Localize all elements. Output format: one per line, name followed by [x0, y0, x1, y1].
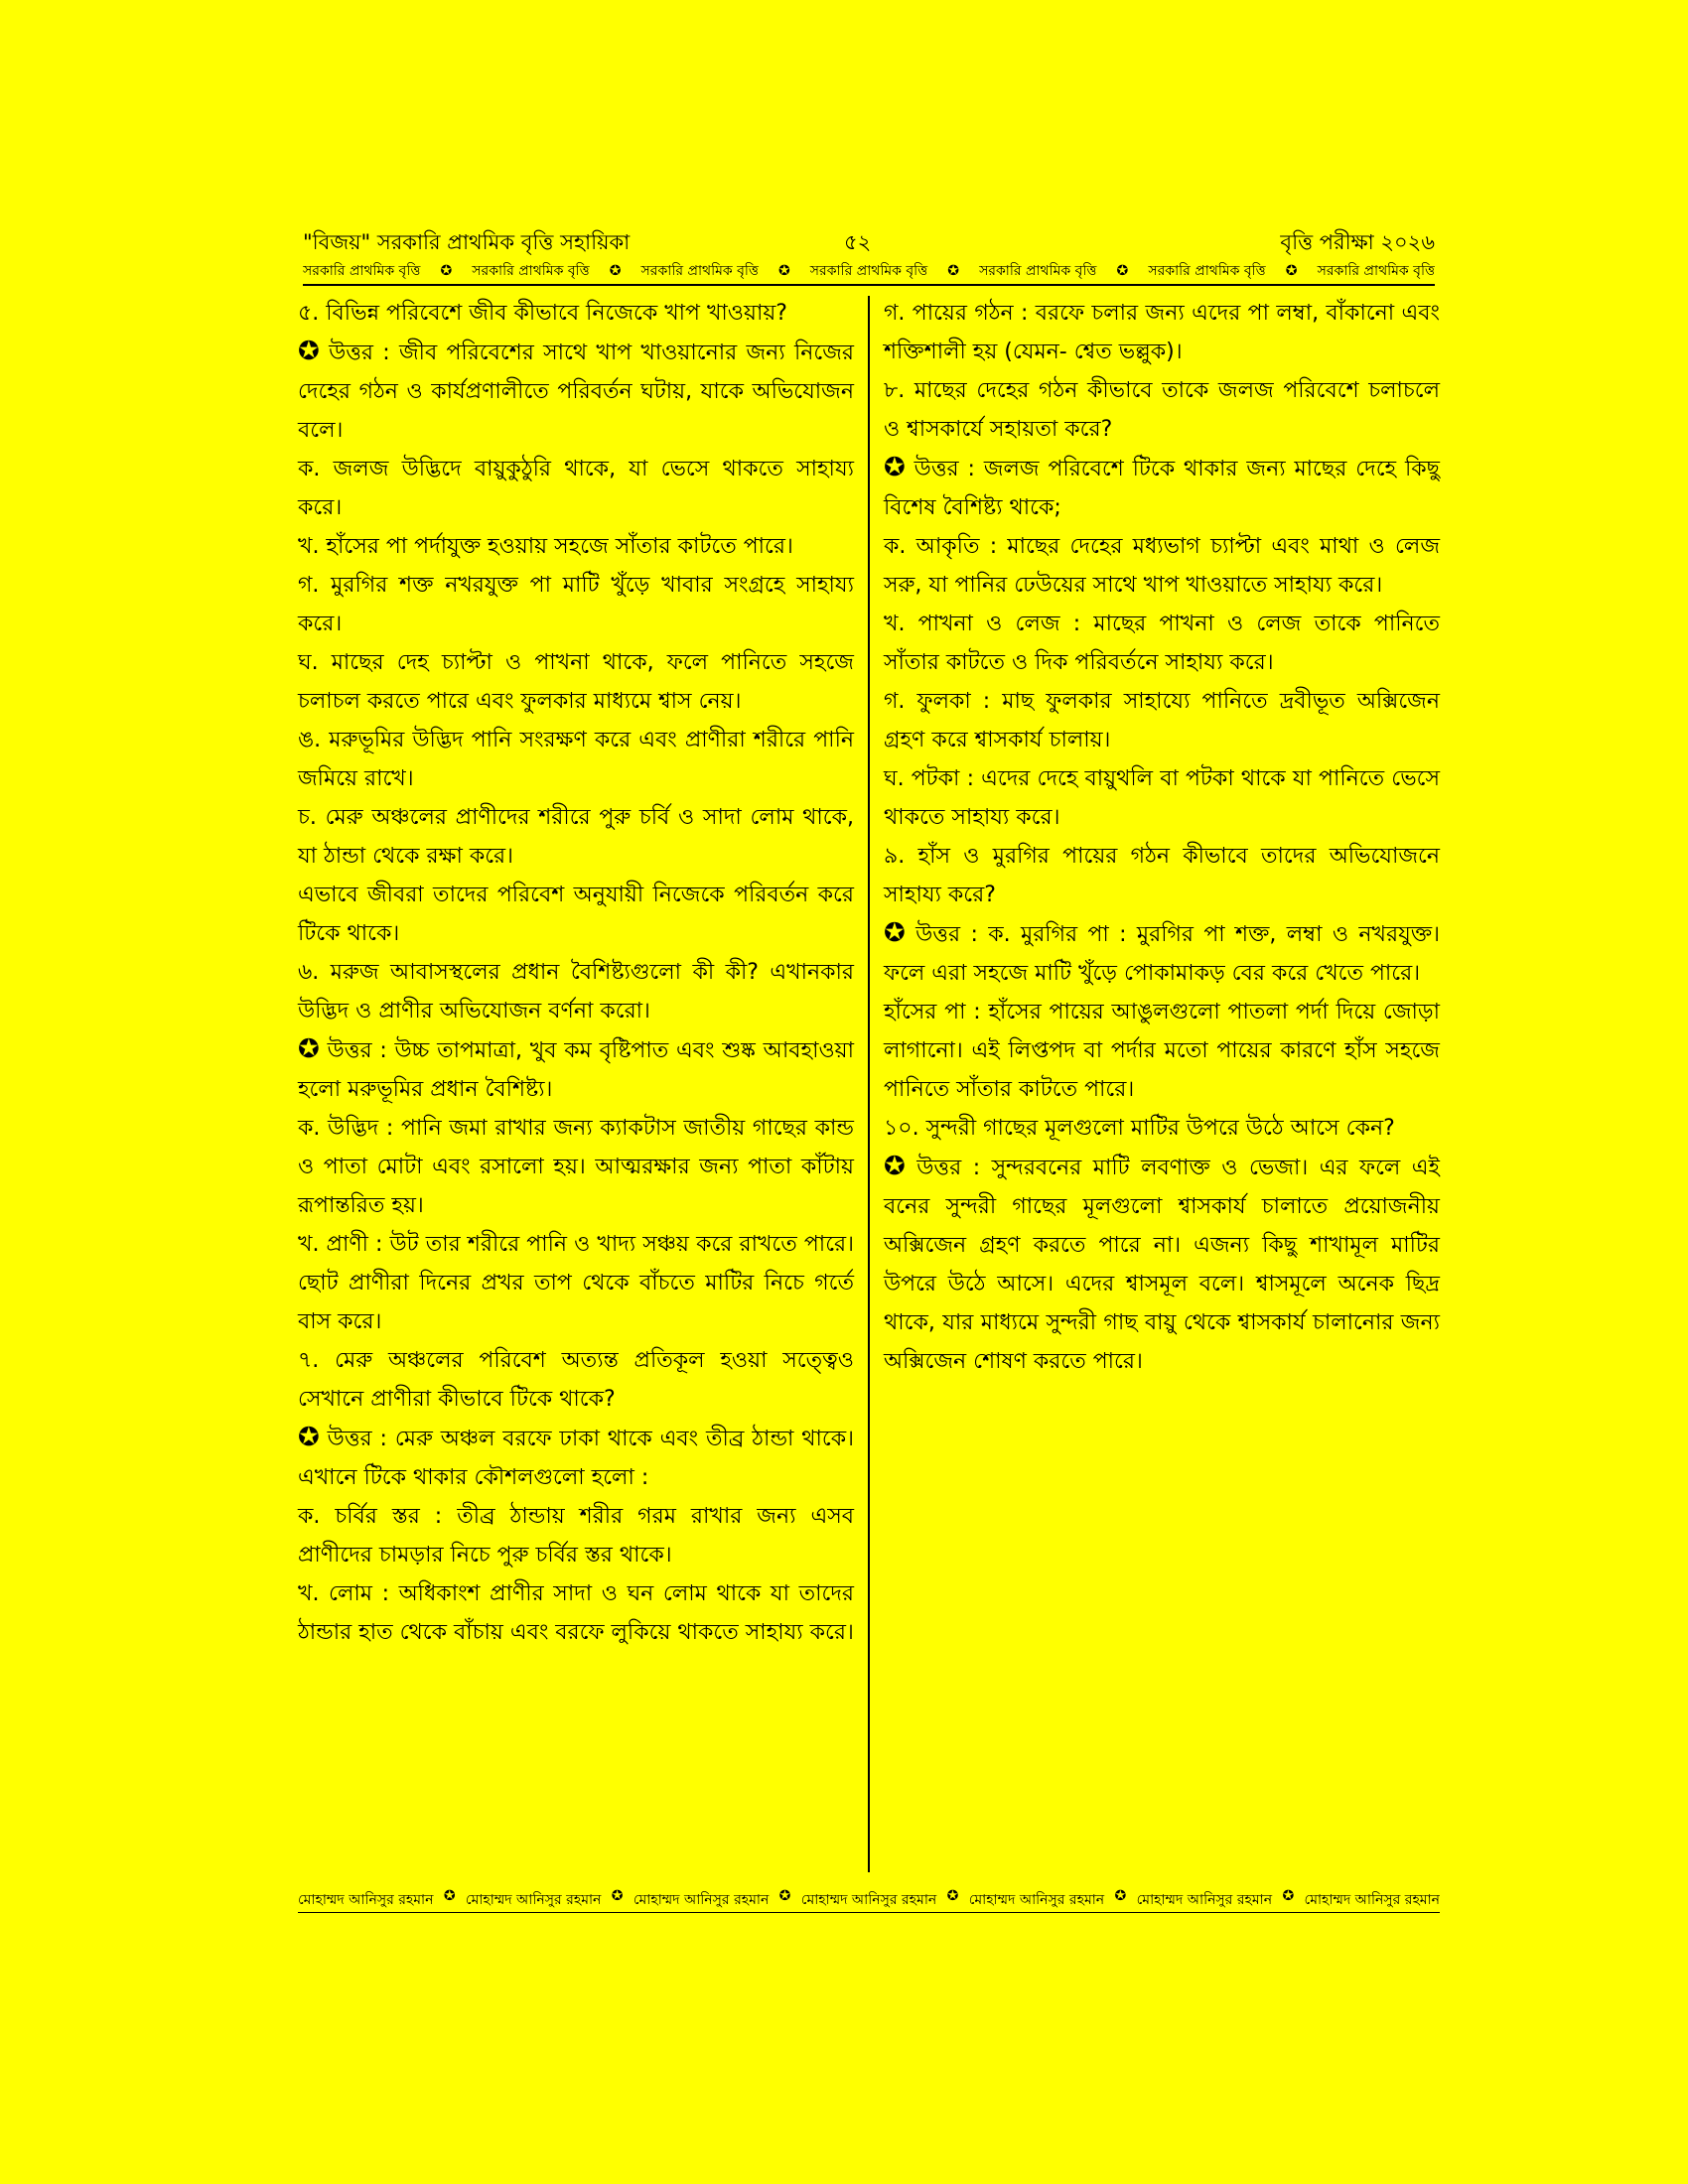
footer-item: মোহাম্মদ আনিসুর রহমান — [1136, 1892, 1273, 1908]
ribbon-item: সরকারি প্রাথমিক বৃত্তি — [303, 263, 421, 279]
paragraph — [298, 1574, 854, 1652]
paragraph-text: ৬. মরুজ আবাসস্থলের প্রধান বৈশিষ্ট্যগুলো কী কী? এখানকার উদ্ভিদ ও প্রাণীর অভিযোজন বর্ণনা করো। — [298, 960, 854, 1024]
paragraph-text: ১০. সুন্দরী গাছের মূলগুলো মাটির উপরে উঠে আসে কেন? — [884, 1116, 1395, 1141]
paragraph — [884, 1109, 1440, 1148]
paragraph — [298, 876, 854, 953]
star-separator-icon: ✪ — [1285, 263, 1298, 279]
paragraph — [298, 1341, 854, 1419]
paragraph-text: ঘ. পটকা : এদের দেহে বায়ুথলি বা পটকা থাকে যা পানিতে ভেসে থাকতে সাহায্য করে। — [884, 766, 1440, 830]
book-title: "বিজয়" সরকারি প্রাথমিক বৃত্তি সহায়িকা — [303, 230, 631, 254]
paragraph-text: উত্তর : মেরু অঞ্চল বরফে ঢাকা থাকে এবং তীব্র ঠান্ডা থাকে। এখানে টিকে থাকার কৌশলগুলো হলো : — [298, 1427, 854, 1490]
footer-item: মোহাম্মদ আনিসুর রহমান — [465, 1892, 602, 1908]
paragraph — [298, 1497, 854, 1574]
star-separator-icon: ✪ — [443, 1888, 456, 1904]
paragraph-text: ৯. হাঁস ও মুরগির পায়ের গঠন কীভাবে তাদের অভিযোজনে সাহায্য করে? — [884, 844, 1440, 907]
ribbon-item: সরকারি প্রাথমিক বৃত্তি — [1317, 263, 1435, 279]
footer-item: মোহাম্মদ আনিসুর রহমান — [968, 1892, 1105, 1908]
paragraph-text: ৮. মাছের দেহের গঠন কীভাবে তাকে জলজ পরিবেশে চলাচলে ও শ্বাসকার্যে সহায়তা করে? — [884, 378, 1440, 442]
ribbon-item: সরকারি প্রাথমিক বৃত্তি — [472, 263, 590, 279]
paragraph-text: চ. মেরু অঞ্চলের প্রাণীদের শরীরে পুরু চর্বি ও সাদা লোম থাকে, যা ঠান্ডা থেকে রক্ষা করে। — [298, 805, 854, 869]
paragraph-text: গ. পায়ের গঠন : বরফে চলার জন্য এদের পা লম্বা, বাঁকানো এবং শক্তিশালী হয় (যেমন- শ্বেত ভল্লুক)। — [884, 301, 1440, 364]
paragraph — [884, 682, 1440, 759]
paragraph-text: গ. ফুলকা : মাছ ফুলকার সাহায্যে পানিতে দ্রবীভূত অক্সিজেন গ্রহণ করে শ্বাসকার্য চালায়। — [884, 689, 1440, 752]
paragraph — [884, 1148, 1440, 1381]
answer-star-icon: ✪ — [884, 918, 906, 948]
right-column — [884, 294, 1440, 1381]
header-ribbon — [303, 258, 1435, 286]
paragraph — [298, 450, 854, 527]
paragraph-text: খ. হাঁসের পা পর্দাযুক্ত হওয়ায় সহজে সাঁতার কাটতে পারে। — [298, 534, 793, 559]
star-separator-icon: ✪ — [1114, 1888, 1127, 1904]
page-number: ৫২ — [844, 230, 872, 254]
paragraph-text: এভাবে জীবরা তাদের পরিবেশ অনুযায়ী নিজেকে পরিবর্তন করে টিকে থাকে। — [298, 883, 854, 946]
paragraph-text: খ. লোম : অধিকাংশ প্রাণীর সাদা ও ঘন লোম থাকে যা তাদের ঠান্ডার হাত থেকে বাঁচায় এবং বরফে লুকিয়ে থাকতে সাহায্য করে। — [298, 1581, 854, 1645]
paragraph — [298, 1109, 854, 1225]
paragraph — [298, 798, 854, 876]
paragraph-text: উত্তর : সুন্দরবনের মাটি লবণাক্ত ও ভেজা। এর ফলে এই বনের সুন্দরী গাছের মূলগুলো শ্বাসকার্য চালাতে প্রয়োজনীয় অক্সিজেন গ্রহণ করতে পারে না। এজন্য কিছু শাখামূল মাটির উপরে উঠে আসে। এদের শ্বাসমূল বলে। শ্বাসমূলে অনেক ছিদ্র থাকে, যার মাধ্যমে সুন্দরী গাছ বায়ু থেকে শ্বাসকার্য চালানোর জন্য অক্সিজেন শোষণ করতে পারে। — [884, 1156, 1440, 1374]
paragraph — [298, 1030, 854, 1109]
paragraph — [298, 294, 854, 333]
paragraph — [884, 759, 1440, 837]
star-separator-icon: ✪ — [777, 263, 790, 279]
paragraph-text: ৫. বিভিন্ন পরিবেশে জীব কীভাবে নিজেকে খাপ খাওয়ায়? — [298, 301, 787, 326]
answer-star-icon: ✪ — [884, 453, 906, 482]
page-header — [303, 226, 1435, 260]
footer-item: মোহাম্মদ আনিসুর রহমান — [298, 1892, 434, 1908]
paragraph-text: উত্তর : জলজ পরিবেশে টিকে থাকার জন্য মাছের দেহে কিছু বিশেষ বৈশিষ্ট্য থাকে; — [884, 457, 1440, 520]
paragraph-text: খ. পাখনা ও লেজ : মাছের পাখনা ও লেজ তাকে পানিতে সাঁতার কাটতে ও দিক পরিবর্তনে সাহায্য করে। — [884, 612, 1440, 675]
paragraph-text: ঙ. মরুভূমির উদ্ভিদ পানি সংরক্ষণ করে এবং প্রাণীরা শরীরে পানি জমিয়ে রাখে। — [298, 728, 854, 791]
paragraph-text: ৭. মেরু অঞ্চলের পরিবেশ অত্যন্ত প্রতিকূল হওয়া সত্ত্বেও সেখানে প্রাণীরা কীভাবে টিকে থাকে? — [298, 1348, 854, 1412]
paragraph — [884, 837, 1440, 914]
paragraph — [298, 527, 854, 566]
paragraph — [298, 566, 854, 643]
star-separator-icon: ✪ — [1116, 263, 1129, 279]
answer-star-icon: ✪ — [884, 1152, 906, 1181]
paragraph — [884, 371, 1440, 449]
paragraph-text: উত্তর : জীব পরিবেশের সাথে খাপ খাওয়ানোর জন্য নিজের দেহের গঠন ও কার্যপ্রণালীতে পরিবর্তন ঘটায়, যাকে অভিযোজন বলে। — [298, 341, 854, 443]
paragraph-text: ক. চর্বির স্তর : তীব্র ঠান্ডায় শরীর গরম রাখার জন্য এসব প্রাণীদের চামড়ার নিচে পুরু চর্বির স্তর থাকে। — [298, 1504, 854, 1568]
footer-item: মোহাম্মদ আনিসুর রহমান — [800, 1892, 937, 1908]
exam-title: বৃত্তি পরীক্ষা ২০২৬ — [1280, 230, 1435, 254]
paragraph — [298, 333, 854, 450]
paragraph-text: হাঁসের পা : হাঁসের পায়ের আঙুলগুলো পাতলা পর্দা দিয়ে জোড়া লাগানো। এই লিপ্তপদ বা পর্দার মতো পায়ের কারণে হাঁস সহজে পানিতে সাঁতার কাটতে পারে। — [884, 1000, 1440, 1102]
star-separator-icon: ✪ — [1282, 1888, 1295, 1904]
footer-item: মোহাম্মদ আনিসুর রহমান — [633, 1892, 770, 1908]
column-divider — [868, 296, 870, 1872]
paragraph-text: ঘ. মাছের দেহ চ্যাপ্টা ও পাখনা থাকে, ফলে পানিতে সহজে চলাচল করতে পারে এবং ফুলকার মাধ্যমে শ্বাস নেয়। — [298, 650, 854, 714]
star-separator-icon: ✪ — [609, 263, 622, 279]
paragraph — [884, 449, 1440, 527]
paragraph — [884, 993, 1440, 1109]
paragraph — [884, 605, 1440, 682]
footer-item: মোহাম্মদ আনিসুর রহমান — [1304, 1892, 1440, 1908]
ribbon-item: সরকারি প্রাথমিক বৃত্তি — [1148, 263, 1266, 279]
footer-ribbon — [298, 1888, 1440, 1913]
paragraph-text: উত্তর : উচ্চ তাপমাত্রা, খুব কম বৃষ্টিপাত এবং শুষ্ক আবহাওয়া হলো মরুভূমির প্রধান বৈশিষ্ট্য। — [298, 1038, 854, 1102]
star-separator-icon: ✪ — [946, 1888, 959, 1904]
paragraph — [884, 294, 1440, 371]
paragraph-text: ক. আকৃতি : মাছের দেহের মধ্যভাগ চ্যাপ্টা এবং মাথা ও লেজ সরু, যা পানির ঢেউয়ের সাথে খাপ খাওয়াতে সাহায্য করে। — [884, 534, 1440, 598]
paragraph — [298, 1419, 854, 1497]
paragraph-text: ক. উদ্ভিদ : পানি জমা রাখার জন্য ক্যাকটাস জাতীয় গাছের কান্ড ও পাতা মোটা এবং রসালো হয়। আত্মরক্ষার জন্য পাতা কাঁটায় রূপান্তরিত হয়। — [298, 1116, 854, 1218]
answer-star-icon: ✪ — [298, 1423, 320, 1452]
left-column — [298, 294, 854, 1652]
paragraph — [884, 527, 1440, 605]
paragraph — [298, 643, 854, 721]
paragraph-text: গ. মুরগির শক্ত নখরযুক্ত পা মাটি খুঁড়ে খাবার সংগ্রহে সাহায্য করে। — [298, 573, 854, 636]
star-separator-icon: ✪ — [778, 1888, 791, 1904]
ribbon-item: সরকারি প্রাথমিক বৃত্তি — [640, 263, 759, 279]
star-separator-icon: ✪ — [611, 1888, 624, 1904]
paragraph — [298, 1225, 854, 1341]
ribbon-item: সরকারি প্রাথমিক বৃত্তি — [979, 263, 1097, 279]
paragraph-text: ক. জলজ উদ্ভিদে বায়ুকুঠুরি থাকে, যা ভেসে থাকতে সাহায্য করে। — [298, 457, 854, 520]
paragraph — [298, 721, 854, 798]
star-separator-icon: ✪ — [440, 263, 453, 279]
paragraph — [884, 914, 1440, 993]
answer-star-icon: ✪ — [298, 337, 320, 366]
paragraph — [298, 953, 854, 1030]
star-separator-icon: ✪ — [947, 263, 959, 279]
paragraph-text: খ. প্রাণী : উট তার শরীরে পানি ও খাদ্য সঞ্চয় করে রাখতে পারে। ছোট প্রাণীরা দিনের প্রখর তাপ থেকে বাঁচতে মাটির নিচে গর্তে বাস করে। — [298, 1232, 854, 1334]
answer-star-icon: ✪ — [298, 1034, 320, 1064]
paragraph-text: উত্তর : ক. মুরগির পা : মুরগির পা শক্ত, লম্বা ও নখরযুক্ত। ফলে এরা সহজে মাটি খুঁড়ে পোকামাকড় বের করে খেতে পারে। — [884, 922, 1440, 986]
ribbon-item: সরকারি প্রাথমিক বৃত্তি — [809, 263, 928, 279]
